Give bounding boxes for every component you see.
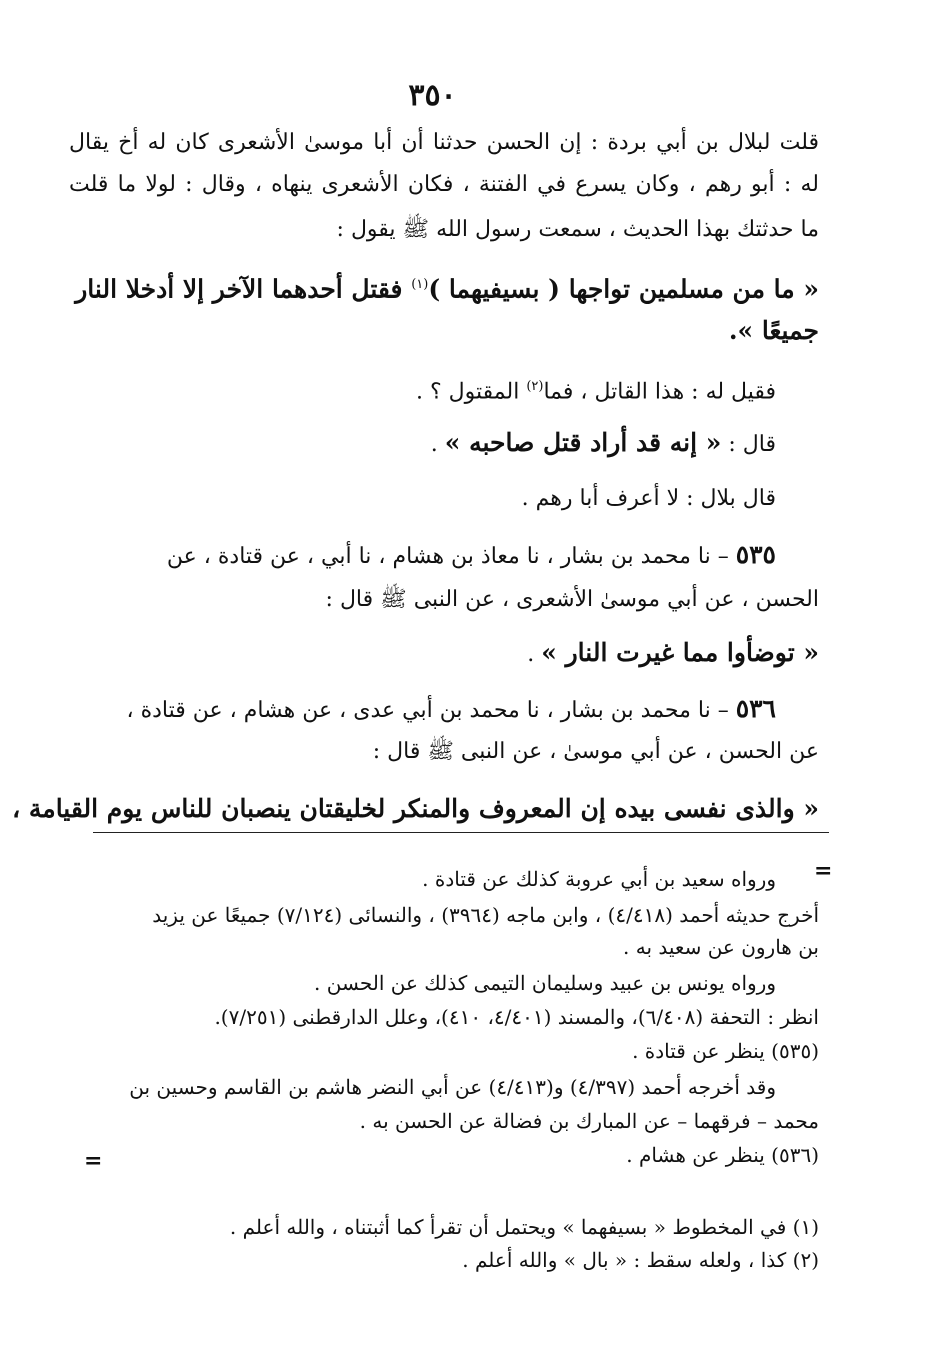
hadith-matn-part: « ما من مسلمين تواجها ( بسيفيهما ) [428,274,819,304]
note-line: وقد أخرجه أحمد (٤/٣٩٧) و(٤/٤١٣) عن أبي النضر هاشم بن القاسم وحسين بن [129,1075,776,1099]
footnote-2: (٢) كذا ، ولعله سقط : « بال » والله أعلم . [462,1248,819,1272]
footnote-1: (١) في المخطوط « بسيفهما » ويحتمل أن تقرأ كما أثبتناه ، والله أعلم . [229,1215,819,1239]
note-line: بن هارون عن سعيد به . [623,935,819,959]
hadith-536-line [127,692,777,728]
note-line: محمد – فرقهما – عن المبارك بن فضالة عن الحسن به . [359,1109,819,1133]
hadith-matn [75,268,819,306]
hadith-number: ٥٣٥ [735,540,776,569]
isnad-text: – نا محمد بن بشار ، نا محمد بن أبي عدى ، عن هشام ، عن قتادة ، [126,698,736,723]
hadith-matn: « توضأوا مما غيرت النار » [541,638,819,667]
body-line: قلت لبلال بن أبي بردة : إن الحسن حدثنا أن أبا موسىٰ الأشعرى كان له أخ يقال [69,130,819,155]
hadith-matn-part: فقتل أحدهما الآخر إلا أدخلا النار [75,274,412,304]
note-line: (٥٣٥) ينظر عن قتادة . [632,1039,819,1063]
isnad-line: عن الحسن ، عن أبي موسىٰ ، عن النبى ﷺ قال : [372,739,819,764]
body-line: له : أبو رهم ، وكان يسرع في الفتنة ، فكان الأشعرى ينهاه ، وقال : لولا ما قلت [69,172,819,197]
footnote-separator [93,832,829,833]
note-line: ورواه يونس بن عبيد وسليمان التيمى كذلك عن الحسن . [314,971,776,995]
continuation-mark: = [814,858,833,884]
question-text: المقتول ؟ . [416,379,527,405]
note-line: انظر : التحفة (٦/٤٠٨)، والمسند (٤/٤٠١، ٤١٠)، وعلل الدارقطنى (٧/٢٥١). [214,1005,819,1029]
matn-end: . [527,642,542,667]
hadith-matn-line: جميعًا ». [728,316,819,345]
note-line: ورواه سعيد بن أبي عروبة كذلك عن قتادة . [422,867,776,891]
footnote-ref: (١) [411,277,429,292]
answer-line [431,426,776,462]
isnad-text: – نا محمد بن بشار ، نا معاذ بن هشام ، نا أبي ، عن قتادة ، عن [166,544,736,569]
question-line [416,370,776,409]
hadith-number: ٥٣٦ [735,694,776,723]
question-text: فقيل له : هذا القاتل ، فما [543,379,776,405]
note-line: أخرج حديثه أحمد (٤/٤١٨) ، وابن ماجه (٣٩٦٤) ، والنسائى (٧/١٢٤) جميعًا عن يزيد [152,903,819,927]
answer-matn: « إنه قد أراد قتل صاحبه » [444,428,722,457]
hadith-535-matn-line [527,636,819,672]
page-number: ٣٥٠ [408,78,457,113]
answer-suffix: . [430,432,445,457]
hadith-536-matn: « والذى نفسى بيده إن المعروف والمنكر لخليقتان ينصبان للناس يوم القيامة ، [12,794,819,823]
isnad-line: الحسن ، عن أبي موسىٰ الأشعرى ، عن النبى ﷺ قال : [325,587,819,612]
continuation-mark: = [84,1148,103,1174]
bilal-line: قال بلال : لا أعرف أبا رهم . [521,486,776,511]
answer-prefix: قال : [721,432,776,457]
note-line: (٥٣٦) ينظر عن هشام . [626,1143,819,1167]
body-line: ما حدثتك بهذا الحديث ، سمعت رسول الله ﷺ يقول : [336,217,819,242]
hadith-535-line [167,538,776,574]
footnote-ref: (٢) [526,379,544,394]
